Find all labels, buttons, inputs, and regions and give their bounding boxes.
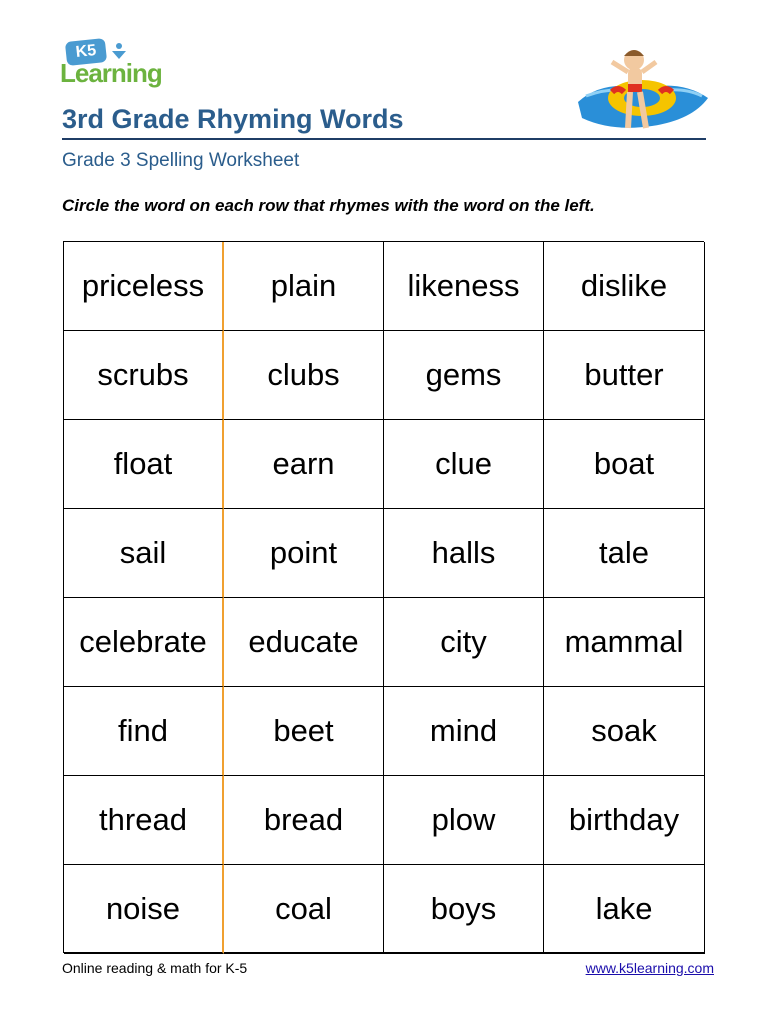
- choice-word[interactable]: plain: [224, 242, 384, 331]
- target-word: sail: [64, 509, 224, 598]
- target-word: scrubs: [64, 331, 224, 420]
- choice-word[interactable]: mind: [384, 687, 544, 776]
- choice-word[interactable]: tale: [544, 509, 705, 598]
- logo-wordmark: Learning: [60, 58, 162, 88]
- choice-word[interactable]: boat: [544, 420, 705, 509]
- choice-word[interactable]: boys: [384, 865, 544, 954]
- choice-word[interactable]: point: [224, 509, 384, 598]
- footer-tagline: Online reading & math for K-5: [62, 960, 248, 976]
- choice-word[interactable]: halls: [384, 509, 544, 598]
- page-subtitle: Grade 3 Spelling Worksheet: [62, 150, 300, 171]
- target-word: thread: [64, 776, 224, 865]
- target-word: find: [64, 687, 224, 776]
- choice-word[interactable]: beet: [224, 687, 384, 776]
- choice-word[interactable]: butter: [544, 331, 705, 420]
- boy-on-float-illustration: [572, 40, 712, 136]
- choice-word[interactable]: bread: [224, 776, 384, 865]
- title-divider: [62, 138, 706, 140]
- choice-word[interactable]: clubs: [224, 331, 384, 420]
- target-word: noise: [64, 865, 224, 954]
- rhyming-words-table: [63, 241, 704, 953]
- choice-word[interactable]: clue: [384, 420, 544, 509]
- choice-word[interactable]: coal: [224, 865, 384, 954]
- choice-word[interactable]: earn: [224, 420, 384, 509]
- choice-word[interactable]: mammal: [544, 598, 705, 687]
- choice-word[interactable]: soak: [544, 687, 705, 776]
- choice-word[interactable]: likeness: [384, 242, 544, 331]
- choice-word[interactable]: birthday: [544, 776, 705, 865]
- target-word: priceless: [64, 242, 224, 331]
- target-word: float: [64, 420, 224, 509]
- choice-word[interactable]: gems: [384, 331, 544, 420]
- k5-learning-logo: [60, 38, 170, 94]
- choice-word[interactable]: city: [384, 598, 544, 687]
- footer-website-link[interactable]: www.k5learning.com: [585, 960, 714, 976]
- k5-badge: K5: [65, 38, 107, 66]
- target-word: celebrate: [64, 598, 224, 687]
- instructions-text: Circle the word on each row that rhymes with the word on the left.: [62, 196, 595, 215]
- choice-word[interactable]: lake: [544, 865, 705, 954]
- choice-word[interactable]: educate: [224, 598, 384, 687]
- page-title: 3rd Grade Rhyming Words: [62, 104, 404, 134]
- choice-word[interactable]: dislike: [544, 242, 705, 331]
- choice-word[interactable]: plow: [384, 776, 544, 865]
